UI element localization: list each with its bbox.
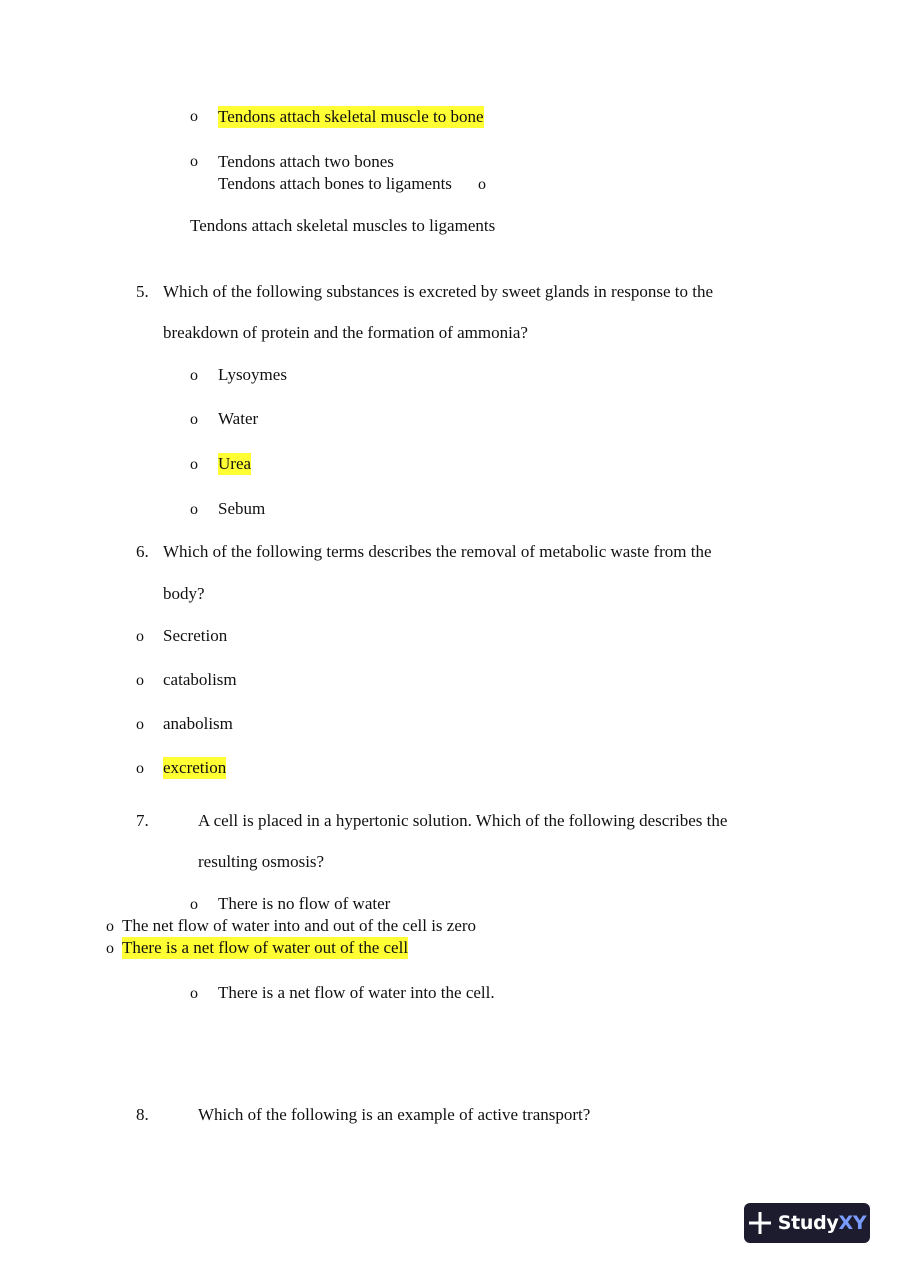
bullet-icon: o [190, 985, 198, 1002]
studyxy-logo-badge[interactable] [744, 1203, 870, 1243]
bullet-icon: o [136, 760, 144, 777]
q8-number: 8. [136, 1105, 149, 1124]
q4-option-1: Tendons attach skeletal muscle to bone [218, 107, 484, 126]
q4-option-2: Tendons attach two bones [218, 152, 394, 171]
q6-option-4: excretion [163, 758, 227, 777]
q7-option-3: There is a net flow of water out of the cell [122, 938, 409, 957]
bullet-icon: o [136, 672, 144, 689]
brand-name [778, 1212, 867, 1234]
q7-option-4: There is a net flow of water into the cell. [218, 983, 495, 1002]
q7-option-1: There is no flow of water [218, 894, 391, 913]
q5-number: 5. [136, 282, 149, 301]
q7-question-line2: resulting osmosis? [198, 852, 325, 871]
brand-name-part1: Study [777, 1212, 839, 1234]
q7-question-line1: A cell is placed in a hypertonic solution. Which of the following describes the [198, 811, 728, 830]
q6-option-2: catabolism [163, 670, 237, 689]
bullet-icon: o [190, 456, 198, 473]
q6-number: 6. [136, 542, 149, 561]
bullet-icon: o [190, 411, 198, 428]
q6-question-line2: body? [163, 584, 205, 603]
brand-name-part2: XY [838, 1212, 867, 1234]
bullet-icon: o [190, 896, 198, 913]
q4-option-4: Tendons attach skeletal muscles to ligaments [190, 216, 496, 235]
q6-question-line1: Which of the following terms describes the removal of metabolic waste from the [163, 542, 712, 561]
q5-question-line1: Which of the following substances is excreted by sweet glands in response to the [163, 282, 714, 301]
q7-option-2: The net flow of water into and out of the cell is zero [122, 916, 477, 935]
bullet-icon: o [106, 940, 114, 957]
q5-option-4: Sebum [218, 499, 266, 518]
q5-question-line2: breakdown of protein and the formation of ammonia? [163, 323, 528, 342]
q5-option-1: Lysoymes [218, 365, 287, 384]
q8-question-line1: Which of the following is an example of active transport? [198, 1105, 591, 1124]
bullet-icon: o [190, 367, 198, 384]
bullet-icon: o [190, 153, 198, 170]
bullet-icon: o [136, 716, 144, 733]
q6-option-1: Secretion [163, 626, 228, 645]
q5-option-3: Urea [218, 454, 252, 473]
q7-number: 7. [136, 811, 149, 830]
q6-option-3: anabolism [163, 714, 233, 733]
bullet-icon: o [106, 918, 114, 935]
q5-option-2: Water [218, 409, 259, 428]
bullet-icon: o [190, 108, 198, 125]
plus-icon [748, 1211, 772, 1235]
bullet-icon: o [190, 501, 198, 518]
bullet-icon: o [478, 176, 486, 193]
bullet-icon: o [136, 628, 144, 645]
q4-option-3: Tendons attach bones to ligaments [218, 174, 452, 193]
